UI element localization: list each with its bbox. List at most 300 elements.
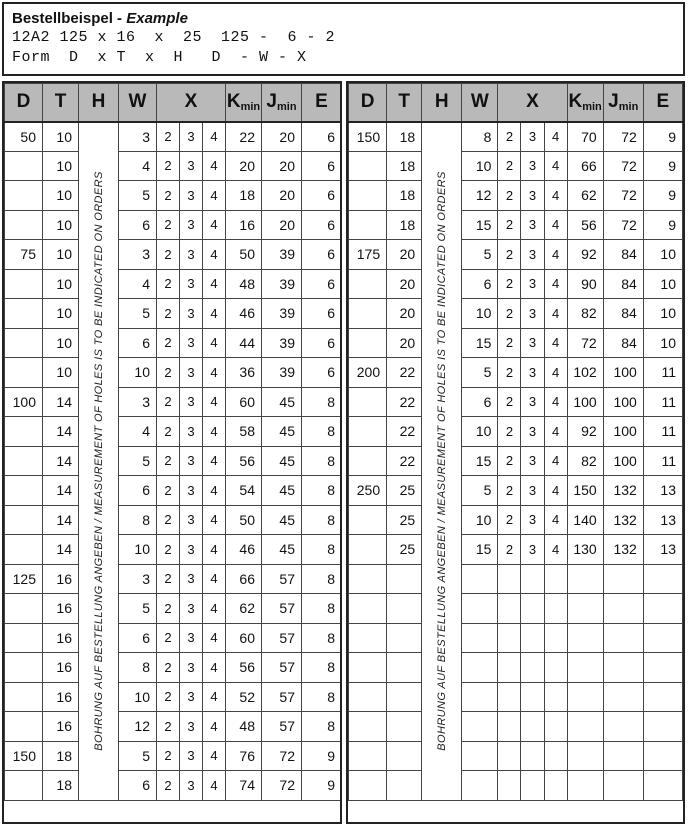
cell-e: 8 <box>302 623 342 653</box>
table-row <box>349 358 683 388</box>
cell-w: 6 <box>462 269 498 299</box>
cell-t: 10 <box>43 299 79 329</box>
cell-d <box>5 771 43 801</box>
cell-w: 6 <box>119 328 157 358</box>
cell-x3: 4 <box>203 151 226 181</box>
cell-x2 <box>521 564 544 594</box>
cell-x3: 4 <box>544 417 567 447</box>
vertical-hole-note: BOHRUNG AUF BESTELLUNG ANGEBEN / MEASUREMENT OF HOLES IS TO BE INDICATED ON ORDERS <box>435 171 448 751</box>
cell-kmin: 62 <box>567 181 603 211</box>
cell-x2: 3 <box>180 387 203 417</box>
cell-e <box>643 741 682 771</box>
cell-x2: 3 <box>521 122 544 152</box>
cell-x2 <box>521 771 544 801</box>
cell-jmin: 84 <box>603 269 643 299</box>
cell-t: 16 <box>43 653 79 683</box>
cell-kmin <box>567 712 603 742</box>
cell-e: 9 <box>302 741 342 771</box>
cell-x2: 3 <box>180 417 203 447</box>
cell-e: 8 <box>302 712 342 742</box>
cell-x1: 2 <box>157 122 180 152</box>
cell-e <box>643 653 682 683</box>
cell-jmin: 72 <box>603 210 643 240</box>
table-row <box>349 505 683 535</box>
cell-x1 <box>498 623 521 653</box>
table-row <box>5 269 342 299</box>
cell-kmin: 62 <box>226 594 262 624</box>
cell-x2: 3 <box>521 358 544 388</box>
cell-jmin <box>603 741 643 771</box>
cell-x1: 2 <box>498 269 521 299</box>
cell-e: 13 <box>643 535 682 565</box>
cell-e: 6 <box>302 358 342 388</box>
col-header-j-label: J <box>266 91 277 113</box>
cell-w <box>462 564 498 594</box>
cell-d <box>349 505 387 535</box>
cell-t <box>387 623 422 653</box>
cell-t: 14 <box>43 387 79 417</box>
cell-d: 125 <box>5 564 43 594</box>
cell-w: 12 <box>119 712 157 742</box>
cell-x3: 4 <box>203 181 226 211</box>
cell-t: 14 <box>43 505 79 535</box>
cell-d: 250 <box>349 476 387 506</box>
col-header-h: H <box>422 84 462 122</box>
cell-x3 <box>544 771 567 801</box>
cell-x2: 3 <box>180 505 203 535</box>
cell-t: 10 <box>43 269 79 299</box>
cell-x1: 2 <box>157 269 180 299</box>
cell-kmin: 48 <box>226 269 262 299</box>
cell-jmin: 100 <box>603 446 643 476</box>
cell-kmin: 70 <box>567 122 603 152</box>
cell-w: 15 <box>462 328 498 358</box>
cell-w: 6 <box>119 476 157 506</box>
cell-e: 8 <box>302 476 342 506</box>
cell-w: 8 <box>119 653 157 683</box>
cell-t: 22 <box>387 387 422 417</box>
cell-t <box>387 741 422 771</box>
cell-jmin: 84 <box>603 240 643 270</box>
col-header-h: H <box>79 84 119 122</box>
cell-jmin <box>603 712 643 742</box>
cell-x1 <box>498 594 521 624</box>
cell-x2: 3 <box>521 535 544 565</box>
cell-d <box>349 712 387 742</box>
table-row <box>349 741 683 771</box>
cell-x1: 2 <box>157 328 180 358</box>
cell-x1: 2 <box>498 151 521 181</box>
cell-x2: 3 <box>180 151 203 181</box>
cell-jmin: 72 <box>603 181 643 211</box>
cell-t: 18 <box>387 181 422 211</box>
table-row <box>5 210 342 240</box>
cell-x3: 4 <box>544 181 567 211</box>
cell-x2: 3 <box>180 535 203 565</box>
order-example-title <box>12 10 675 28</box>
cell-jmin <box>603 623 643 653</box>
table-row <box>349 653 683 683</box>
cell-x2 <box>521 653 544 683</box>
col-header-k-label: K <box>568 91 583 113</box>
cell-d <box>349 269 387 299</box>
cell-w: 3 <box>119 240 157 270</box>
col-header-k-label: K <box>226 91 241 113</box>
col-header-d: D <box>349 84 387 122</box>
table-row <box>349 151 683 181</box>
cell-x2: 3 <box>180 210 203 240</box>
cell-t <box>387 771 422 801</box>
col-header-k-sub: min <box>240 101 261 114</box>
cell-x3 <box>544 712 567 742</box>
cell-x1: 2 <box>157 210 180 240</box>
table-row <box>5 682 342 712</box>
cell-kmin: 74 <box>226 771 262 801</box>
cell-d <box>5 623 43 653</box>
cell-x1: 2 <box>157 741 180 771</box>
cell-kmin: 66 <box>567 151 603 181</box>
cell-t <box>387 594 422 624</box>
left-table-panel <box>2 81 342 824</box>
cell-x2: 3 <box>180 476 203 506</box>
order-example-box <box>2 2 685 76</box>
cell-x1: 2 <box>157 476 180 506</box>
cell-e: 10 <box>643 240 682 270</box>
table-row <box>5 240 342 270</box>
cell-e: 10 <box>643 328 682 358</box>
cell-x2: 3 <box>180 269 203 299</box>
cell-x2: 3 <box>180 712 203 742</box>
cell-jmin: 39 <box>262 328 302 358</box>
cell-t: 18 <box>43 771 79 801</box>
cell-jmin: 45 <box>262 387 302 417</box>
cell-t: 22 <box>387 358 422 388</box>
cell-e: 8 <box>302 682 342 712</box>
cell-x3: 4 <box>203 594 226 624</box>
cell-x1: 2 <box>157 417 180 447</box>
cell-kmin: 60 <box>226 387 262 417</box>
cell-t: 18 <box>387 210 422 240</box>
cell-kmin <box>567 771 603 801</box>
cell-d <box>5 358 43 388</box>
cell-e: 11 <box>643 358 682 388</box>
cell-kmin <box>567 741 603 771</box>
cell-e <box>643 712 682 742</box>
cell-jmin: 45 <box>262 417 302 447</box>
cell-t: 18 <box>43 741 79 771</box>
cell-w <box>462 712 498 742</box>
table-row <box>5 712 342 742</box>
cell-x3: 4 <box>203 653 226 683</box>
table-row <box>5 181 342 211</box>
cell-d <box>5 299 43 329</box>
cell-w: 10 <box>462 299 498 329</box>
cell-e: 6 <box>302 151 342 181</box>
cell-x1: 2 <box>157 564 180 594</box>
cell-x3 <box>544 682 567 712</box>
table-row <box>5 417 342 447</box>
col-header-j-sub: min <box>277 101 297 114</box>
cell-kmin: 52 <box>226 682 262 712</box>
cell-t: 16 <box>43 712 79 742</box>
cell-t: 20 <box>387 299 422 329</box>
cell-t: 14 <box>43 417 79 447</box>
cell-d <box>349 151 387 181</box>
cell-w: 10 <box>119 358 157 388</box>
cell-t: 14 <box>43 446 79 476</box>
cell-x1: 2 <box>157 594 180 624</box>
right-table-body <box>349 122 683 801</box>
cell-w: 4 <box>119 417 157 447</box>
cell-w <box>462 623 498 653</box>
cell-d <box>5 653 43 683</box>
table-row <box>349 682 683 712</box>
cell-w: 6 <box>462 387 498 417</box>
cell-x3: 4 <box>203 682 226 712</box>
cell-x3: 4 <box>203 122 226 152</box>
left-table-body <box>5 122 342 801</box>
cell-d <box>349 564 387 594</box>
cell-w <box>462 741 498 771</box>
cell-x1: 2 <box>157 653 180 683</box>
cell-jmin: 72 <box>262 771 302 801</box>
cell-jmin <box>603 771 643 801</box>
cell-x2: 3 <box>180 240 203 270</box>
cell-e <box>643 682 682 712</box>
table-row <box>349 476 683 506</box>
cell-kmin: 46 <box>226 299 262 329</box>
cell-w: 8 <box>119 505 157 535</box>
cell-kmin <box>567 594 603 624</box>
col-header-j-label: J <box>608 91 619 113</box>
cell-kmin: 60 <box>226 623 262 653</box>
cell-t: 16 <box>43 682 79 712</box>
cell-x3: 4 <box>203 446 226 476</box>
hole-note-cell <box>422 122 462 801</box>
table-row <box>349 623 683 653</box>
cell-x3: 4 <box>203 358 226 388</box>
cell-x1 <box>498 682 521 712</box>
cell-x2: 3 <box>180 741 203 771</box>
cell-t: 18 <box>387 151 422 181</box>
table-row <box>349 535 683 565</box>
cell-w: 5 <box>462 358 498 388</box>
cell-kmin: 56 <box>226 446 262 476</box>
cell-e: 6 <box>302 210 342 240</box>
cell-x2: 3 <box>180 682 203 712</box>
cell-jmin: 39 <box>262 358 302 388</box>
cell-d <box>349 181 387 211</box>
cell-jmin: 39 <box>262 299 302 329</box>
cell-d <box>349 623 387 653</box>
table-row <box>5 594 342 624</box>
vertical-hole-note: BOHRUNG AUF BESTELLUNG ANGEBEN / MEASUREMENT OF HOLES IS TO BE INDICATED ON ORDERS <box>92 171 105 751</box>
cell-x1: 2 <box>157 505 180 535</box>
cell-x1: 2 <box>498 417 521 447</box>
cell-w: 15 <box>462 446 498 476</box>
cell-d: 100 <box>5 387 43 417</box>
cell-x3: 4 <box>203 299 226 329</box>
table-row <box>5 535 342 565</box>
cell-x3 <box>544 741 567 771</box>
cell-x3: 4 <box>203 328 226 358</box>
cell-t: 16 <box>43 564 79 594</box>
col-header-t: T <box>387 84 422 122</box>
cell-x3: 4 <box>544 328 567 358</box>
cell-x2: 3 <box>521 476 544 506</box>
cell-x1: 2 <box>157 623 180 653</box>
cell-jmin: 45 <box>262 535 302 565</box>
cell-d <box>349 682 387 712</box>
cell-x3: 4 <box>203 771 226 801</box>
cell-d <box>349 328 387 358</box>
cell-d <box>349 210 387 240</box>
cell-x2: 3 <box>521 505 544 535</box>
cell-e: 6 <box>302 328 342 358</box>
cell-e: 13 <box>643 505 682 535</box>
cell-jmin: 57 <box>262 564 302 594</box>
cell-d <box>5 505 43 535</box>
cell-kmin <box>567 564 603 594</box>
cell-d <box>349 387 387 417</box>
cell-d <box>5 446 43 476</box>
cell-t: 16 <box>43 594 79 624</box>
title-english: Example <box>126 10 188 27</box>
order-form-line: Form D x T x H D - W - X <box>12 49 307 66</box>
cell-jmin: 132 <box>603 476 643 506</box>
table-row <box>5 476 342 506</box>
title-german: Bestellbeispel - <box>12 10 123 27</box>
cell-w: 15 <box>462 210 498 240</box>
right-table-panel <box>346 81 685 824</box>
cell-w: 10 <box>462 505 498 535</box>
cell-jmin <box>603 594 643 624</box>
cell-d <box>5 210 43 240</box>
cell-t: 10 <box>43 328 79 358</box>
table-row <box>349 328 683 358</box>
cell-t: 20 <box>387 328 422 358</box>
cell-kmin: 50 <box>226 505 262 535</box>
cell-kmin: 22 <box>226 122 262 152</box>
cell-e: 6 <box>302 299 342 329</box>
cell-x2: 3 <box>180 623 203 653</box>
table-row <box>5 653 342 683</box>
cell-t: 10 <box>43 181 79 211</box>
cell-x3: 4 <box>203 210 226 240</box>
table-row <box>349 712 683 742</box>
cell-d: 75 <box>5 240 43 270</box>
cell-w: 10 <box>119 535 157 565</box>
cell-x2 <box>521 594 544 624</box>
cell-kmin: 50 <box>226 240 262 270</box>
cell-e: 11 <box>643 387 682 417</box>
hole-note-cell <box>79 122 119 801</box>
cell-x1: 2 <box>498 210 521 240</box>
cell-x3: 4 <box>544 476 567 506</box>
col-header-e: E <box>302 84 342 122</box>
cell-w: 10 <box>462 417 498 447</box>
cell-w: 5 <box>462 476 498 506</box>
cell-d: 50 <box>5 122 43 152</box>
table-row <box>5 299 342 329</box>
cell-x2: 3 <box>521 387 544 417</box>
table-row <box>349 417 683 447</box>
cell-x1: 2 <box>498 328 521 358</box>
cell-kmin: 48 <box>226 712 262 742</box>
cell-w: 4 <box>119 269 157 299</box>
cell-jmin: 72 <box>603 122 643 152</box>
cell-x2: 3 <box>521 446 544 476</box>
cell-d <box>5 682 43 712</box>
cell-d <box>349 594 387 624</box>
cell-w: 5 <box>119 594 157 624</box>
cell-kmin: 36 <box>226 358 262 388</box>
table-row <box>349 210 683 240</box>
cell-x3: 4 <box>203 417 226 447</box>
cell-t: 20 <box>387 269 422 299</box>
cell-e: 8 <box>302 446 342 476</box>
cell-w <box>462 771 498 801</box>
col-header-j-sub: min <box>618 101 639 114</box>
cell-kmin <box>567 682 603 712</box>
cell-kmin: 20 <box>226 151 262 181</box>
table-row <box>349 181 683 211</box>
cell-x2: 3 <box>180 122 203 152</box>
cell-x1: 2 <box>498 240 521 270</box>
cell-w: 4 <box>119 151 157 181</box>
cell-kmin: 56 <box>567 210 603 240</box>
cell-w: 10 <box>119 682 157 712</box>
cell-w: 5 <box>119 446 157 476</box>
cell-kmin: 100 <box>567 387 603 417</box>
cell-x3 <box>544 623 567 653</box>
right-header-row <box>349 84 683 122</box>
cell-x2: 3 <box>521 417 544 447</box>
cell-jmin: 57 <box>262 623 302 653</box>
cell-d <box>349 741 387 771</box>
table-row <box>349 446 683 476</box>
cell-kmin: 140 <box>567 505 603 535</box>
cell-kmin: 66 <box>226 564 262 594</box>
col-header-w: W <box>119 84 157 122</box>
cell-x2: 3 <box>180 446 203 476</box>
cell-jmin <box>603 653 643 683</box>
cell-kmin: 18 <box>226 181 262 211</box>
cell-t: 10 <box>43 240 79 270</box>
cell-x1 <box>498 712 521 742</box>
cell-x3 <box>544 594 567 624</box>
cell-x1: 2 <box>498 358 521 388</box>
cell-jmin: 132 <box>603 505 643 535</box>
cell-kmin: 16 <box>226 210 262 240</box>
cell-x3: 4 <box>544 505 567 535</box>
table-row <box>5 151 342 181</box>
cell-d: 200 <box>349 358 387 388</box>
col-header-t: T <box>43 84 79 122</box>
cell-t <box>387 682 422 712</box>
cell-d: 150 <box>5 741 43 771</box>
cell-jmin <box>603 564 643 594</box>
cell-kmin: 82 <box>567 446 603 476</box>
cell-t: 10 <box>43 122 79 152</box>
cell-w: 5 <box>119 741 157 771</box>
cell-w: 3 <box>119 387 157 417</box>
cell-x1: 2 <box>157 535 180 565</box>
cell-kmin <box>567 653 603 683</box>
cell-jmin: 20 <box>262 210 302 240</box>
cell-d <box>5 417 43 447</box>
cell-jmin: 45 <box>262 446 302 476</box>
